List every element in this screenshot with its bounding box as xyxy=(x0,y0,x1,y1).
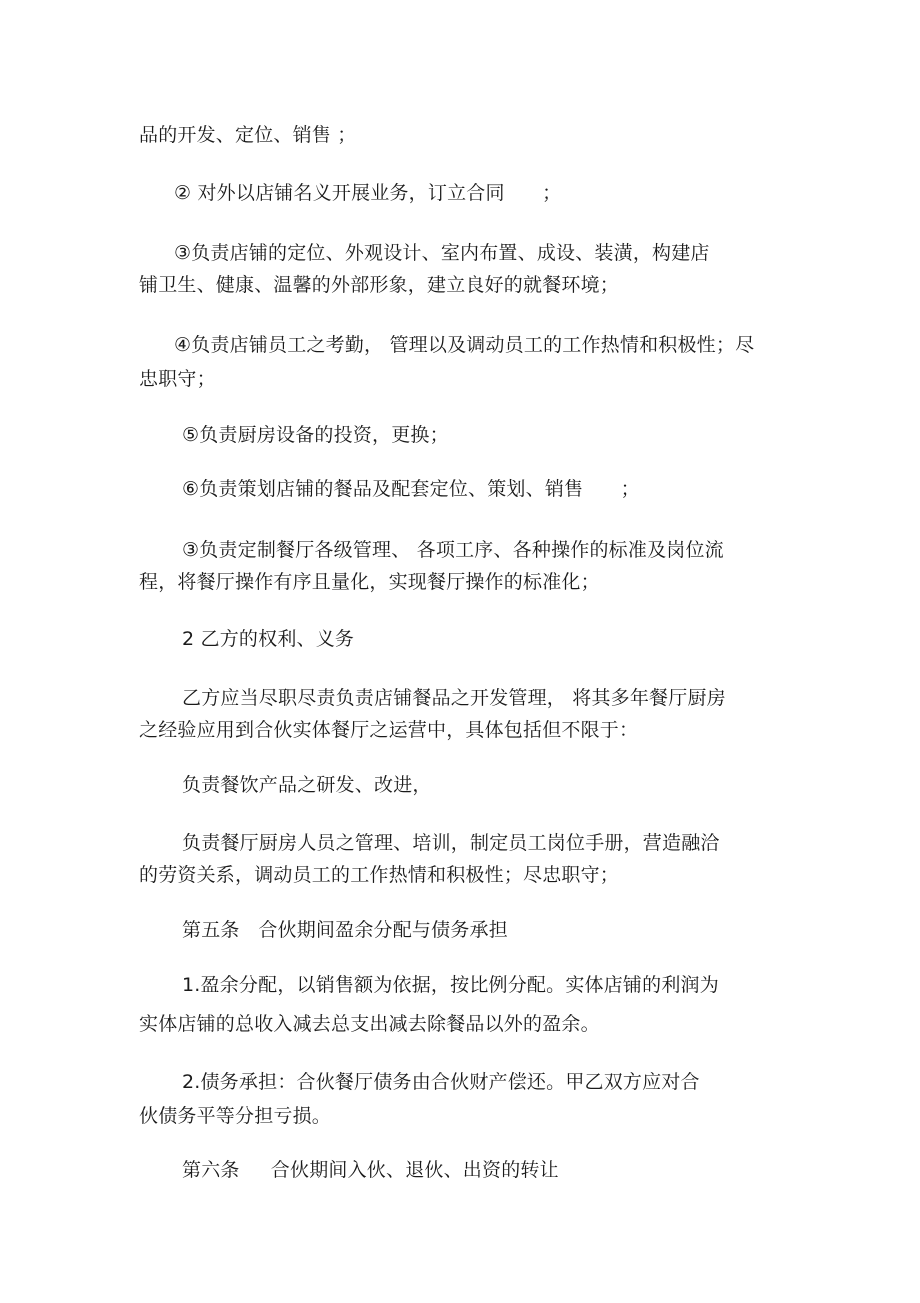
paragraph-line: 乙方应当尽职尽责负责店铺餐品之开发管理， 将其多年餐厅厨房 xyxy=(182,687,726,709)
paragraph-line: 忠职守； xyxy=(139,368,216,390)
paragraph-line: 实体店铺的总收入减去总支出减去除餐品以外的盈余。 xyxy=(139,1013,600,1035)
paragraph-line: 之经验应用到合伙实体餐厅之运营中，具体包括但不限于： xyxy=(139,719,639,741)
paragraph-line: 程，将餐厅操作有序且量化，实现餐厅操作的标准化； xyxy=(139,571,600,593)
paragraph-line: ⑥负责策划店铺的餐品及配套定位、策划、销售 ； xyxy=(182,478,640,500)
paragraph-line: 负责餐饮产品之研发、改进， xyxy=(182,774,432,796)
article-heading: 第六条 合伙期间入伙、退伙、出资的转让 xyxy=(182,1159,559,1181)
paragraph-line: 铺卫生、健康、温馨的外部形象，建立良好的就餐环境； xyxy=(139,274,620,296)
paragraph-line: 伙债务平等分担亏损。 xyxy=(139,1105,332,1127)
paragraph-line: ④负责店铺员工之考勤， 管理以及调动员工的工作热情和积极性；尽 xyxy=(174,334,755,356)
paragraph-line: ② 对外以店铺名义开展业务，订立合同 ； xyxy=(174,182,562,204)
paragraph-line: 的劳资关系，调动员工的工作热情和积极性；尽忠职守； xyxy=(139,864,620,886)
paragraph-line: 2.债务承担：合伙餐厅债务由合伙财产偿还。甲乙双方应对合 xyxy=(182,1071,700,1093)
paragraph-line: 负责餐厅厨房人员之管理、培训，制定员工岗位手册，营造融洽 xyxy=(182,832,720,854)
paragraph-line: ⑤负责厨房设备的投资，更换； xyxy=(182,424,449,446)
paragraph-line: ③负责店铺的定位、外观设计、室内布置、成设、装潢，构建店 xyxy=(174,242,710,264)
section-heading: 2 乙方的权利、义务 xyxy=(182,628,355,650)
paragraph-line: ③负责定制餐厅各级管理、 各项工序、各种操作的标准及岗位流 xyxy=(182,539,724,561)
article-heading: 第五条 合伙期间盈余分配与债务承担 xyxy=(182,919,508,941)
paragraph-line: 1.盈余分配，以销售额为依据，按比例分配。实体店铺的利润为 xyxy=(182,974,719,996)
paragraph-line: 品的开发、定位、销售 ； xyxy=(139,124,357,146)
